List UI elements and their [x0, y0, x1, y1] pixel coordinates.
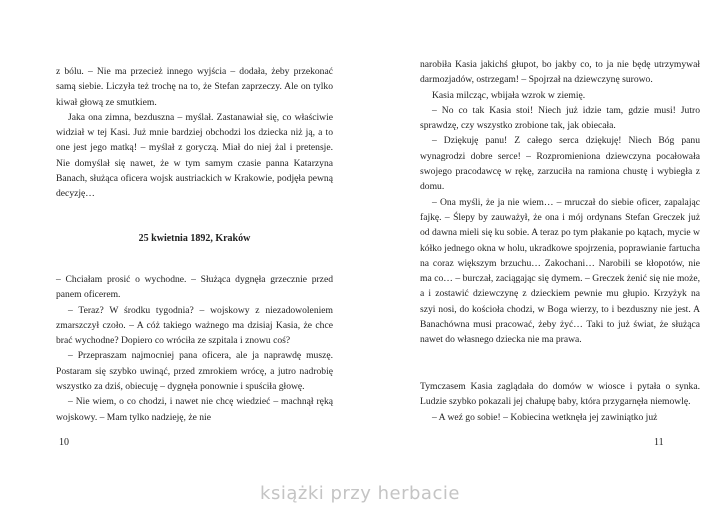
- left-text-block-2: [56, 272, 333, 425]
- paragraph: Tymczasem Kasia zaglądała do domów w wiosce i pytała o synka. Ludzie szybko pokazali jej chałupę baby, która przygarnęła niemowlę.: [420, 381, 700, 408]
- paragraph: – Nie wiem, o co chodzi, i nawet nie chcę wiedzieć – machnął ręką wojskowy. – Mam tylko nadzieję, że nie: [56, 396, 333, 423]
- paragraph: – Ona myśli, że ja nie wiem… – mruczał do siebie oficer, zapalając fajkę. – Ślepy by zauważył, że ona i mój ordynans Stefan Greczek już od dawna mieli się ku sobie. A teraz po tym płakanie po kątach, mycie w kółko jednego okna w holu, ukradkowe spojrzenia, poprawianie fartucha na coraz większym brzuchu… Zakochani… Narobili se kłopotów, nie ma co… – burczał, zaciągając się dymem. – Greczek żenić się nie może, a i zostawić dziewczynę z dzieckiem pewnie mu głupio. Krzyżyk na szyi nosi, do kościoła chodzi, w Boga wierzy, to i bezduszny nie jest. A Banachówna musi pracować, żeby żyć… Taki to już świat, że służąca nawet do własnego dziecka nie ma prawa.: [420, 196, 700, 346]
- paragraph: Kasia milcząc, wbijała wzrok w ziemię.: [432, 89, 586, 101]
- paragraph: – Teraz? W środku tygodnia? – wojskowy z niezadowoleniem zmarszczył czoło. – A cóż takiego ważnego ma dzisiaj Kasia, że chce brać wychodne? Dopiero co wróciła ze szpitala i znowu coś?: [56, 304, 333, 347]
- paragraph: Jaka ona zimna, bezduszna – myślał. Zastanawiał się, co właściwie widział w tej Kasi. Już mnie bardziej obchodzi los dziecka niż ją, a to one jest jego matką! – myślał z goryczą. Miał do niej żal i pretensje. Nie domyślał się nawet, że w tym samym czasie panna Katarzyna Banach, służąca oficera wojsk austriackich w Krakowie, podjęła pewną decyzję…: [56, 111, 333, 200]
- paragraph: – Dziękuję panu! Z całego serca dziękuję! Niech Bóg panu wynagrodzi dobre serce! – Rozpromieniona dziewczyna pocałowała swojego pracodawcę w rękę, zarzuciła na ramiona chustę i wybiegła z domu.: [420, 135, 700, 193]
- page-number-left: 10: [59, 437, 69, 448]
- paragraph: narobiła Kasia jakichś głupot, bo jakby co, to ja nie będę utrzymywał darmozjadów, ostrzegam! – Spojrzał na dziewczynę surowo.: [420, 59, 700, 86]
- left-text-block-1: [56, 64, 333, 202]
- chapter-heading: 25 kwietnia 1892, Kraków: [138, 233, 251, 244]
- watermark: książki przy herbacie: [260, 483, 460, 504]
- paragraph: – Przepraszam najmocniej pana oficera, ale ja naprawdę muszę. Postaram się szybko uwinąć, przed zmrokiem wrócę, a jutro nadrobię wszystko za dziś, obiecuję – dygnęła ponownie i spuściła głowę.: [56, 350, 333, 393]
- right-text-block-1: [420, 57, 700, 348]
- right-page: [360, 0, 720, 511]
- right-text-block-2: [420, 379, 700, 425]
- paragraph: – No co tak Kasia stoi! Niech już idzie tam, gdzie musi! Jutro sprawdzę, czy wszystko zrobione tak, jak obiecała.: [420, 104, 700, 132]
- paragraph: – A weź go sobie! – Kobiecina wetknęła jej zawiniątko już: [432, 411, 658, 423]
- paragraph: – Chciałam prosić o wychodne. – Służąca dygnęła grzecznie przed panem oficerem.: [56, 274, 333, 301]
- page-number-right: 11: [654, 437, 664, 448]
- paragraph: z bólu. – Nie ma przecież innego wyjścia – dodała, żeby przekonać samą siebie. Liczyła też trochę na to, że Stefan zaprzeczy. Ale on tylko kiwał głową ze smutkiem.: [56, 66, 333, 108]
